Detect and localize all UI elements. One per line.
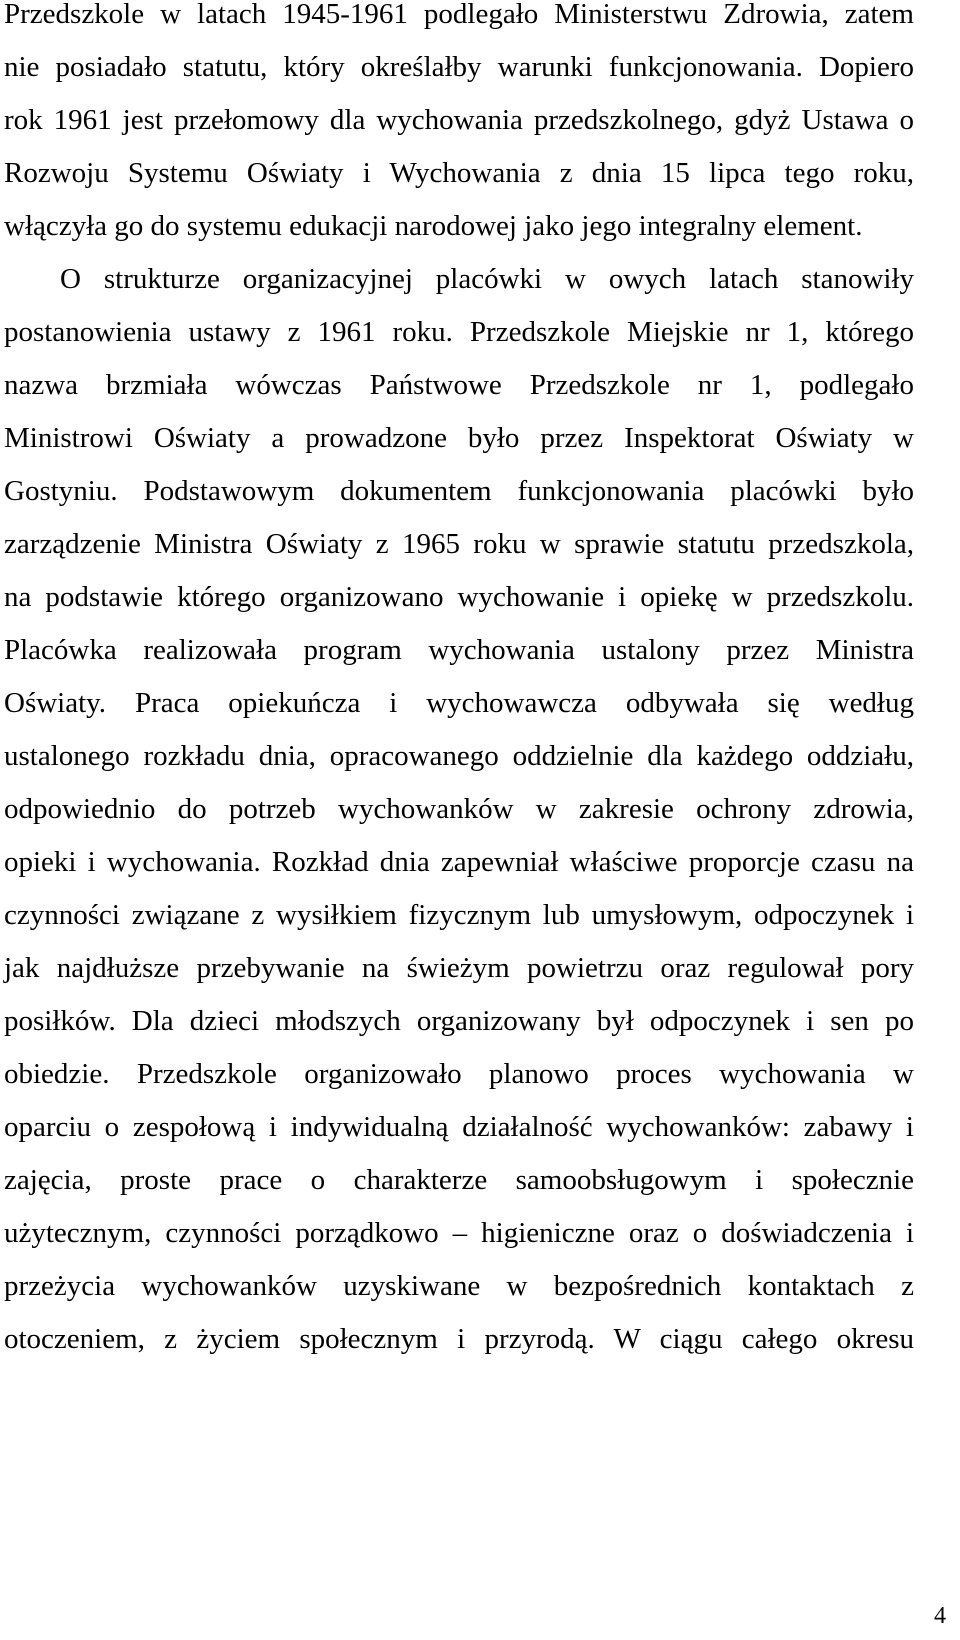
text-line: Oświaty. Praca opiekuńcza i wychowawcza odbywała się według <box>4 687 914 719</box>
text-line: Przedszkole w latach 1945-1961 podlegało Ministerstwu Zdrowia, zatem <box>4 0 914 30</box>
text-line: przeżycia wychowanków uzyskiwane w bezpośrednich kontaktach z <box>4 1270 914 1302</box>
text-line: oparciu o zespołową i indywidualną działalność wychowanków: zabawy i <box>4 1111 914 1143</box>
text-line: opieki i wychowania. Rozkład dnia zapewniał właściwe proporcje czasu na <box>4 846 914 878</box>
text-line: użytecznym, czynności porządkowo – higieniczne oraz o doświadczenia i <box>4 1217 914 1249</box>
text-line: jak najdłuższe przebywanie na świeżym powietrzu oraz regulował pory <box>4 952 914 984</box>
text-line: na podstawie którego organizowano wychowanie i opiekę w przedszkolu. <box>4 581 914 613</box>
text-line: odpowiednio do potrzeb wychowanków w zakresie ochrony zdrowia, <box>4 793 914 825</box>
text-line: nie posiadało statutu, który określałby warunki funkcjonowania. Dopiero <box>4 51 914 83</box>
text-line: zarządzenie Ministra Oświaty z 1965 roku w sprawie statutu przedszkola, <box>4 528 914 560</box>
text-line: rok 1961 jest przełomowy dla wychowania przedszkolnego, gdyż Ustawa o <box>4 104 914 136</box>
page-number: 4 <box>934 1603 946 1629</box>
text-line: Placówka realizowała program wychowania ustalony przez Ministra <box>4 634 914 666</box>
text-line: posiłków. Dla dzieci młodszych organizowany był odpoczynek i sen po <box>4 1005 914 1037</box>
text-line: Rozwoju Systemu Oświaty i Wychowania z dnia 15 lipca tego roku, <box>4 157 914 189</box>
text-line: otoczeniem, z życiem społecznym i przyrodą. W ciągu całego okresu <box>4 1323 914 1355</box>
text-line: O strukturze organizacyjnej placówki w owych latach stanowiły <box>60 263 914 295</box>
text-line: Gostyniu. Podstawowym dokumentem funkcjonowania placówki było <box>4 475 914 507</box>
text-line: włączyła go do systemu edukacji narodowej jako jego integralny element. <box>4 210 863 242</box>
text-line: Ministrowi Oświaty a prowadzone było przez Inspektorat Oświaty w <box>4 422 914 454</box>
text-line: zajęcia, proste prace o charakterze samoobsługowym i społecznie <box>4 1164 914 1196</box>
text-line: nazwa brzmiała wówczas Państwowe Przedszkole nr 1, podlegało <box>4 369 914 401</box>
text-line: ustalonego rozkładu dnia, opracowanego oddzielnie dla każdego oddziału, <box>4 740 914 772</box>
text-line: obiedzie. Przedszkole organizowało planowo proces wychowania w <box>4 1058 914 1090</box>
text-line: czynności związane z wysiłkiem fizycznym lub umysłowym, odpoczynek i <box>4 899 914 931</box>
text-line: postanowienia ustawy z 1961 roku. Przedszkole Miejskie nr 1, którego <box>4 316 914 348</box>
